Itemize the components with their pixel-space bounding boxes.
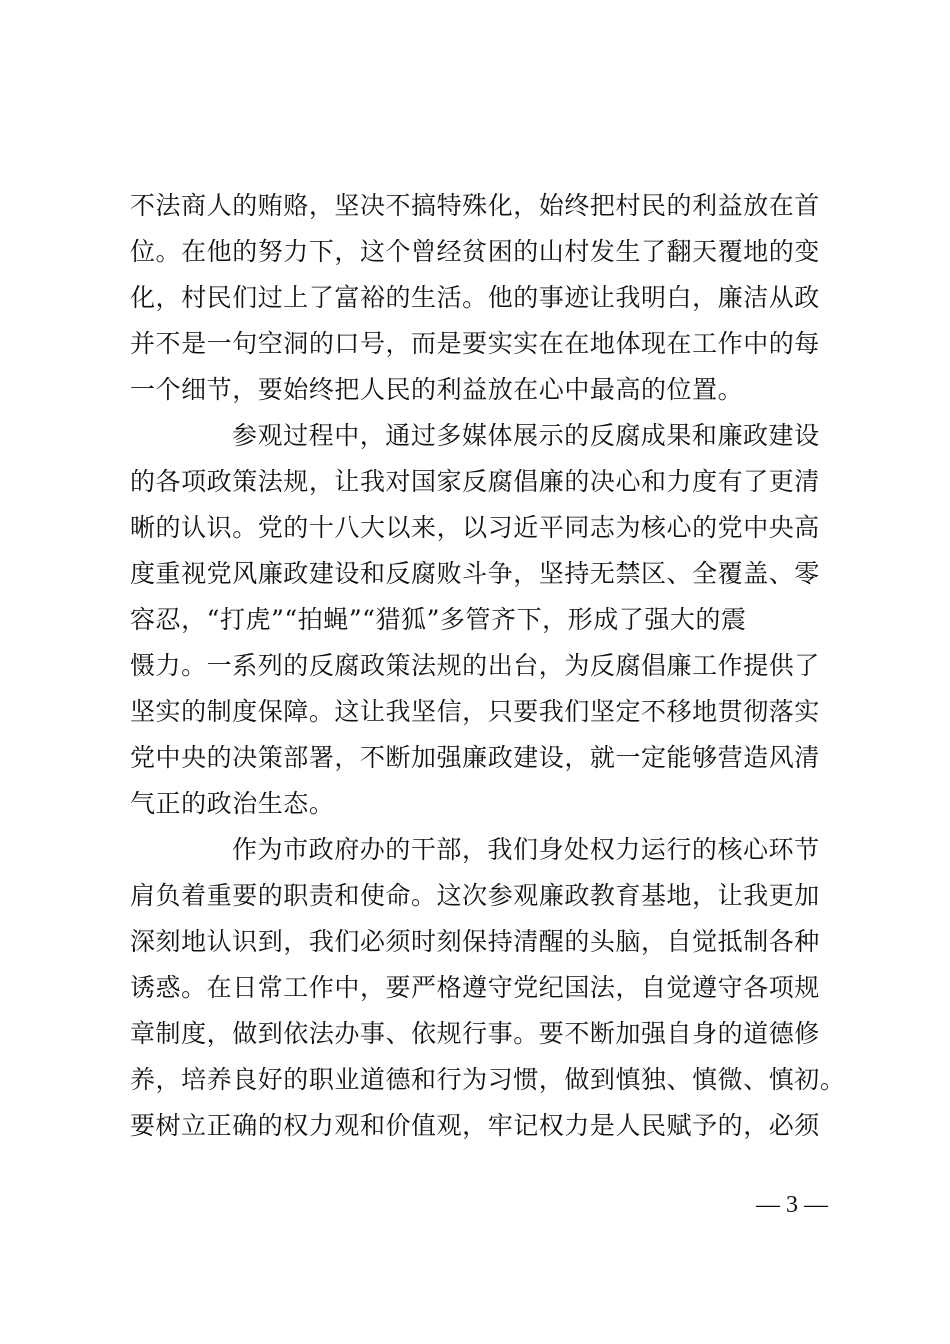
paragraph-line: 慑力。一系列的反腐政策法规的出台，为反腐倡廉工作提供了 — [130, 651, 820, 680]
paragraph-line: 并不是一句空洞的口号，而是要实实在在地体现在工作中的每 — [130, 329, 820, 358]
paragraph-line: 肩负着重要的职责和使命。这次参观廉政教育基地，让我更加 — [130, 881, 820, 910]
paragraph-first-line: 作为市政府办的干部，我们身处权力运行的核心环节 — [232, 835, 820, 864]
paragraph-line: 要树立正确的权力观和价值观，牢记权力是人民赋予的，必须 — [130, 1111, 820, 1140]
paragraph-line: 化，村民们过上了富裕的生活。他的事迹让我明白，廉洁从政 — [130, 283, 820, 312]
paragraph-line: 位。在他的努力下，这个曾经贫困的山村发生了翻天覆地的变 — [130, 237, 820, 266]
paragraph-line: 坚实的制度保障。这让我坚信，只要我们坚定不移地贯彻落实 — [130, 697, 820, 726]
paragraph-first-line: 参观过程中，通过多媒体展示的反腐成果和廉政建设 — [232, 421, 820, 450]
paragraph-line: 不法商人的贿赂，坚决不搞特殊化，始终把村民的利益放在首 — [130, 191, 820, 220]
paragraph-line: 章制度，做到依法办事、依规行事。要不断加强自身的道德修 — [130, 1019, 820, 1048]
paragraph-line: 的各项政策法规，让我对国家反腐倡廉的决心和力度有了更清 — [130, 467, 820, 496]
paragraph-line: 诱惑。在日常工作中，要严格遵守党纪国法，自觉遵守各项规 — [130, 973, 820, 1002]
paragraph-line: 气正的政治生态。 — [130, 789, 335, 818]
paragraph-line: 养，培养良好的职业道德和行为习惯，做到慎独、慎微、慎初。 — [130, 1065, 846, 1094]
paragraph-line: 度重视党风廉政建设和反腐败斗争，坚持无禁区、全覆盖、零 — [130, 559, 820, 588]
paragraph-line: 党中央的决策部署，不断加强廉政建设，就一定能够营造风清 — [130, 743, 820, 772]
paragraph-line: 深刻地认识到，我们必须时刻保持清醒的头脑，自觉抵制各种 — [130, 927, 820, 956]
paragraph-line: 一个细节，要始终把人民的利益放在心中最高的位置。 — [130, 375, 744, 404]
page-number: — 3 — — [756, 1192, 828, 1218]
paragraph-line: 容忍，“打虎”“拍蝇”“猎狐”多管齐下，形成了强大的震 — [130, 605, 747, 634]
paragraph-line: 晰的认识。党的十八大以来，以习近平同志为核心的党中央高 — [130, 513, 820, 542]
